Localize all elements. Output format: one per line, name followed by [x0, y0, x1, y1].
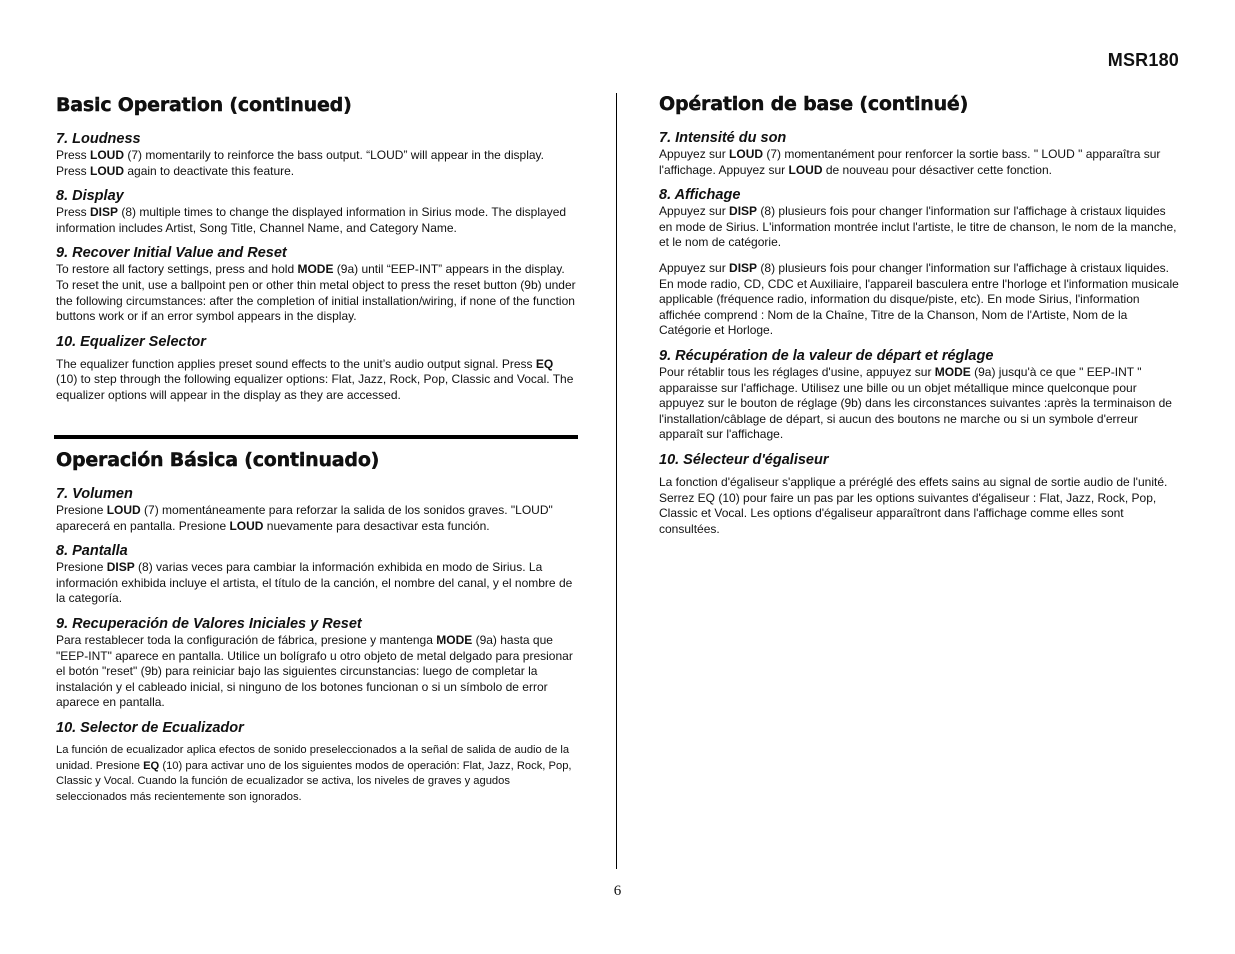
french-title: Opération de base (continué) [659, 93, 969, 115]
english-loudness-section [56, 130, 576, 179]
section-body: La fonction d'égaliseur s'applique a préréglé des effets sains au signal de sortie audio de l'unité. Serrez EQ (10) pour faire un pas par les options suivantes d'égaliseur : Flat, Jazz, Rock, Pop, Classic et Vocal. Les options d'égaliseur apparaîtront dans l'affichage comme elles sont consultées. [659, 474, 1168, 536]
english-display-section [56, 187, 576, 236]
spanish-pantalla-section [56, 542, 576, 607]
section-heading: 9. Récupération de la valeur de départ et réglage [659, 347, 994, 364]
english-title: Basic Operation (continued) [56, 94, 352, 116]
button-label-bold: MODE [297, 262, 334, 277]
french-affichage-section [659, 186, 1181, 339]
section-heading: 9. Recover Initial Value and Reset [56, 245, 287, 262]
column-divider [616, 93, 617, 869]
spanish-title: Operación Básica (continuado) [56, 449, 380, 471]
button-label-bold: EQ [143, 759, 160, 772]
button-label-bold: DISP [90, 205, 119, 220]
section-body: La función de ecualizador aplica efectos de sonido preseleccionados a la señal de salida de audio de la unidad. Presione EQ (10) para activar uno de los siguientes modos de operación: Flat, Jazz, Rock, Pop, Classic y Vocal. Cuando la función de ecualizador se activa, los niveles de graves y agudos seleccionados más recientemente son ignorados. [56, 743, 572, 803]
section-heading: 7. Volumen [56, 486, 133, 502]
english-reset-section [56, 244, 576, 324]
section-heading: 8. Affichage [659, 187, 741, 204]
section-heading: 7. Intensité du son [659, 130, 787, 146]
spanish-column [56, 449, 576, 813]
section-body: Press DISP (8) multiple times to change the displayed information in Sirius mode. The displayed information includes Artist, Song Title, Channel Name, and Category Name. [56, 205, 567, 235]
section-heading: 10. Sélecteur d'égaliseur [659, 451, 829, 468]
section-body: Pour rétablir tous les réglages d'usine, appuyez sur MODE (9a) jusqu'à ce que " EEP-INT " apparaisse sur l'affichage. Utilisez une bille ou un objet métallique mince quelconque pour appuyez sur le bouton de réglage (9b) dans les circonstances suivantes :après la terminaison de l'installation/câblage de départ, si aucun des boutons ne marche ou si un symbole d'erreur apparaît sur l'affichage. [659, 364, 1172, 442]
section-heading: 8. Pantalla [56, 543, 128, 560]
french-reglage-section [659, 347, 1181, 443]
english-equalizer-section [56, 333, 576, 404]
button-label-bold: LOUD [729, 147, 764, 161]
button-label-bold: MODE [436, 632, 473, 647]
section-heading: 10. Equalizer Selector [56, 333, 206, 350]
section-body: Appuyez sur DISP (8) plusieurs fois pour changer l'information sur l'affichage à cristaux liquides en mode de Sirius. L'information montrée inclut l'artiste, le titre de chanson, le nom de la manche, et le nom de catégorie. [659, 204, 1177, 250]
button-label-bold: LOUD [229, 518, 264, 533]
section-body: To restore all factory settings, press and hold MODE (9a) until “EEP-INT” appears in the display. To reset the unit, use a ballpoint pen or other thin metal object to press the reset button (9b) under the following circumstances: after the completion of initial installation/wiring, if none of the function buttons work or if an error symbol appears in the display. [56, 262, 576, 324]
model-number: MSR180 [1107, 50, 1179, 70]
button-label-bold: DISP [729, 204, 758, 219]
page-number: 6 [613, 883, 622, 899]
section-heading: 10. Selector de Ecualizador [56, 719, 244, 736]
section-body: Press LOUD (7) momentarily to reinforce the bass output. “LOUD” will appear in the display. Press LOUD again to deactivate this feature. [56, 148, 544, 178]
section-heading: 7. Loudness [56, 131, 141, 147]
button-label-bold: DISP [106, 560, 135, 575]
french-column [659, 93, 1181, 545]
spanish-ecualizador-section [56, 719, 576, 805]
section-body: Presione LOUD (7) momentáneamente para reforzar la salida de los sonidos graves. "LOUD" aparecerá en pantalla. Presione LOUD nuevamente para desactivar esta función. [56, 503, 553, 533]
section-body: Para restablecer toda la configuración de fábrica, presione y mantenga MODE (9a) hasta que "EEP-INT" aparece en pantalla. Utilice un bolígrafo u otro objeto de metal delgado para presionar el botón "reset" (9b) para reiniciar bajo las siguientes circunstancias: luego de completar la instalación y el cableado inicial, si ninguno de los botones funcionan o si un símbolo de error aparece en pantalla. [56, 632, 573, 710]
french-intensite-section [659, 129, 1181, 178]
button-label-bold: LOUD [90, 163, 125, 178]
section-body: Appuyez sur LOUD (7) momentanément pour renforcer la sortie bass. " LOUD " apparaîtra sur l'affichage. Appuyez sur LOUD de nouveau pour désactiver cette fonction. [659, 147, 1161, 177]
section-body: Presione DISP (8) varias veces para cambiar la información exhibida en modo de Sirius. La información exhibida incluye el artista, el título de la canción, el nombre del canal, y el nombre de la categoría. [56, 560, 573, 606]
button-label-bold: DISP [729, 260, 758, 275]
spanish-reset-section [56, 615, 576, 711]
button-label-bold: LOUD [90, 148, 125, 162]
section-heading: 9. Recuperación de Valores Iniciales y Reset [56, 615, 362, 632]
french-egaliseur-section [659, 451, 1181, 537]
button-label-bold: LOUD [106, 503, 141, 517]
english-column [56, 94, 576, 412]
section-body: The equalizer function applies preset sound effects to the unit’s audio output signal. Press EQ (10) to step through the following equalizer options: Flat, Jazz, Rock, Pop, Classic and Vocal. The equalizer options will appear in the display as they are accessed. [56, 356, 574, 402]
section-body: Appuyez sur DISP (8) plusieurs fois pour changer l'information sur l'affichage à cristaux liquides. En mode radio, CD, CDC et Auxiliaire, l'appareil basculera entre l'horloge et l'information musicale applicable (fréquence radio, information du disque/piste, etc). En mode Sirius, l'information affichée comprend : Nom de la Chaîne, Titre de la Chanson, Nom de l'Artiste, Nom de la Catégorie et Horloge. [659, 260, 1179, 338]
button-label-bold: LOUD [788, 162, 823, 177]
button-label-bold: MODE [934, 364, 971, 379]
section-rule [54, 435, 578, 439]
section-heading: 8. Display [56, 188, 124, 205]
button-label-bold: EQ [535, 356, 554, 371]
spanish-volumen-section [56, 485, 576, 534]
